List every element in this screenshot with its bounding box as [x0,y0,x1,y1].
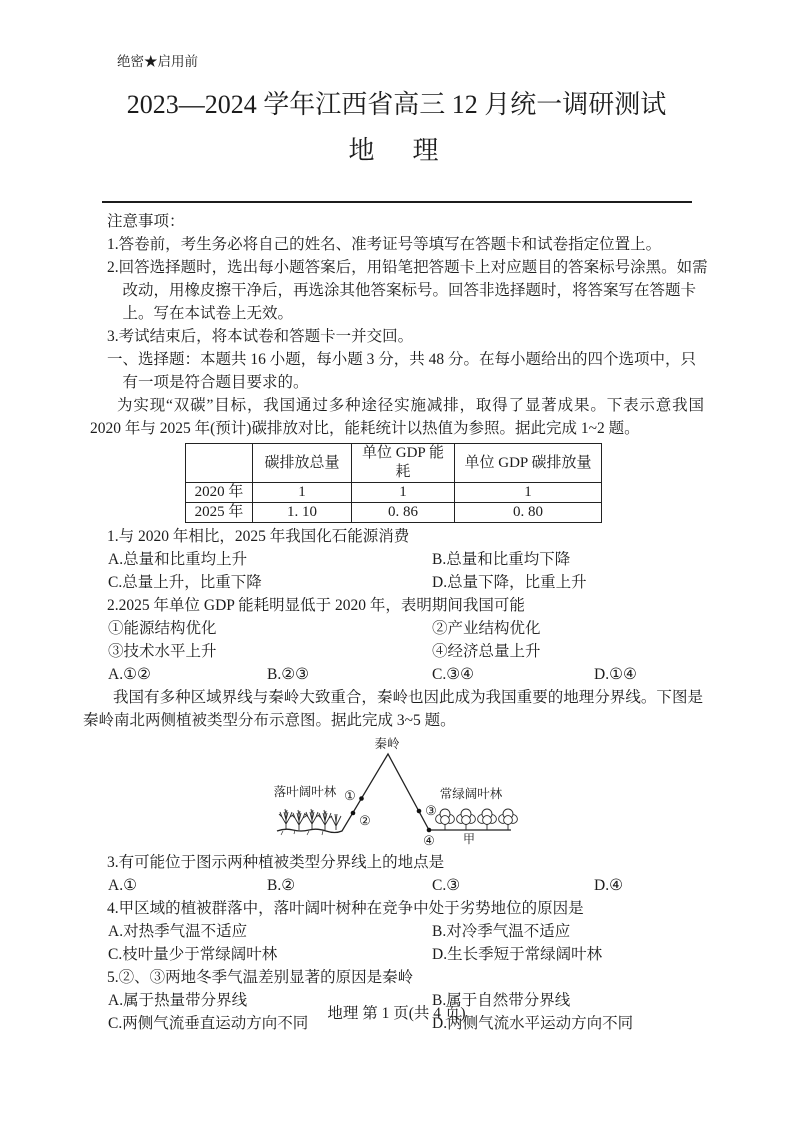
question-1-stem: 1.与 2020 年相比，2025 年我国化石能源消费 [107,528,410,545]
table-cell: 0. 86 [352,503,455,523]
option-q4-c: C.枝叶量少于常绿阔叶林 [108,946,278,963]
question-5-stem: 5.②、③两地冬季气温差别显著的原因是秦岭 [107,969,414,986]
qinling-vegetation-diagram [253,733,545,851]
option-q4-b: B.对冷季气温不适应 [432,923,571,940]
table-cell: 0. 80 [455,503,602,523]
question-4-options-row [107,943,709,966]
evergreen-trees-illustration [436,809,518,830]
left-forest-label: 落叶阔叶林 [273,785,337,799]
point-4-label: ④ [423,833,435,848]
table-cell: 1 [455,483,602,503]
subitem-q2-4: ④经济总量上升 [432,643,541,660]
table-row [186,483,602,503]
option-q4-d: D.生长季短于常绿阔叶林 [432,946,603,963]
option-q2-d: D.①④ [594,666,637,683]
table-header-cell: 单位 GDP 能耗 [352,444,455,483]
option-q1-b: B.总量和比重均下降 [432,551,571,568]
subitem-q2-1: ①能源结构优化 [108,620,217,637]
question-4-options-row [107,920,709,943]
option-q2-c: C.③④ [432,666,475,683]
question-2-stem: 2.2025 年单位 GDP 能耗明显低于 2020 年，表明期间我国可能 [107,597,525,614]
option-q1-a: A.总量和比重均上升 [108,551,248,568]
question-2-options-row [107,663,709,686]
notice-heading: 注意事项： [107,213,185,230]
point-2-label: ② [359,813,371,828]
carbon-emission-table [185,443,602,523]
question-3-options-row [107,874,709,897]
subject-title: 地 理 [348,136,445,165]
table-cell: 1 [352,483,455,503]
right-forest-label: 常绿阔叶林 [439,787,503,801]
table-cell: 2025 年 [186,503,253,523]
point-1-dot [359,796,364,801]
point-4-dot [427,828,432,833]
passage-1: 为实现“双碳”目标，我国通过多种途径实施减排，取得了显著成果。下表示意我国 2020 年与 2025 年(预计)碳排放对比，能耗统计以热值为参照。据此完成 1~2 题。 [90,397,704,437]
section-heading: 一、选择题：本题共 16 小题，每小题 3 分，共 48 分。在每小题给出的四个选项中，只有一项是符合题目要求的。 [107,351,697,391]
option-q2-b: B.②③ [267,666,310,683]
question-2-subitems-row [107,640,709,663]
option-q1-c: C.总量上升，比重下降 [108,574,262,591]
mountain-diagram-svg [253,733,545,851]
notice-item-1: 1.答卷前，考生务必将自己的姓名、准考证号等填写在答题卡和试卷指定位置上。 [107,236,662,253]
point-3-dot [417,809,422,814]
exam-body [83,210,709,1035]
subitem-q2-3: ③技术水平上升 [108,643,217,660]
header-divider [102,201,692,203]
table-header-cell: 碳排放总量 [253,444,352,483]
option-q5-a: A.属于热量带分界线 [108,992,248,1009]
notice-item-2: 2.回答选择题时，选出每小题答案后，用铅笔把答题卡上对应题目的答案标号涂黑。如需改动，用橡皮擦干净后，再选涂其他答案标号。回答非选择题时，将答案写在答题卡上。写在本试卷上无效。 [107,259,708,322]
question-4-stem: 4.甲区域的植被群落中，落叶阔叶树种在竞争中处于劣势地位的原因是 [107,900,584,917]
table-header-cell [186,444,253,483]
option-q4-a: A.对热季气温不适应 [108,923,248,940]
page-title: 2023—2024 学年江西省高三 12 月统一调研测试 [126,90,667,119]
point-3-label: ③ [425,803,437,818]
table-row [186,503,602,523]
option-q3-c: C.③ [432,877,461,894]
option-q2-a: A.①② [108,666,151,683]
page-footer: 地理 第 1 页(共 4 页) [327,1005,466,1022]
table-header-cell: 单位 GDP 碳排放量 [455,444,602,483]
option-q5-c: C.两侧气流垂直运动方向不同 [108,1015,309,1032]
question-3-stem: 3.有可能位于图示两种植被类型分界线上的地点是 [107,854,445,871]
table-header-row [186,444,602,483]
option-q3-b: B.② [267,877,296,894]
question-1-options-row [107,548,709,571]
passage-2: 我国有多种区域界线与秦岭大致重合，秦岭也因此成为我国重要的地理分界线。下图是秦岭南北两侧植被类型分布示意图。据此完成 3~5 题。 [83,689,703,729]
question-2-subitems-row [107,617,709,640]
point-1-label: ① [344,788,356,803]
option-q5-d: D.两侧气流水平运动方向不同 [432,1015,634,1032]
option-q1-d: D.总量下降，比重上升 [432,574,587,591]
table-cell: 1. 10 [253,503,352,523]
option-q5-b: B.属于自然带分界线 [432,992,571,1009]
classification-label: 绝密★启用前 [117,54,198,69]
option-q3-d: D.④ [594,877,623,894]
deciduous-trees-illustration [279,809,341,830]
option-q3-a: A.① [108,877,137,894]
area-jia-label: 甲 [462,832,476,846]
table-cell: 1 [253,483,352,503]
point-2-dot [351,811,356,816]
table-cell: 2020 年 [186,483,253,503]
subitem-q2-2: ②产业结构优化 [432,620,541,637]
question-1-options-row [107,571,709,594]
notice-item-3: 3.考试结束后，将本试卷和答题卡一并交回。 [107,328,414,345]
diagram-peak-label: 秦岭 [374,737,400,751]
